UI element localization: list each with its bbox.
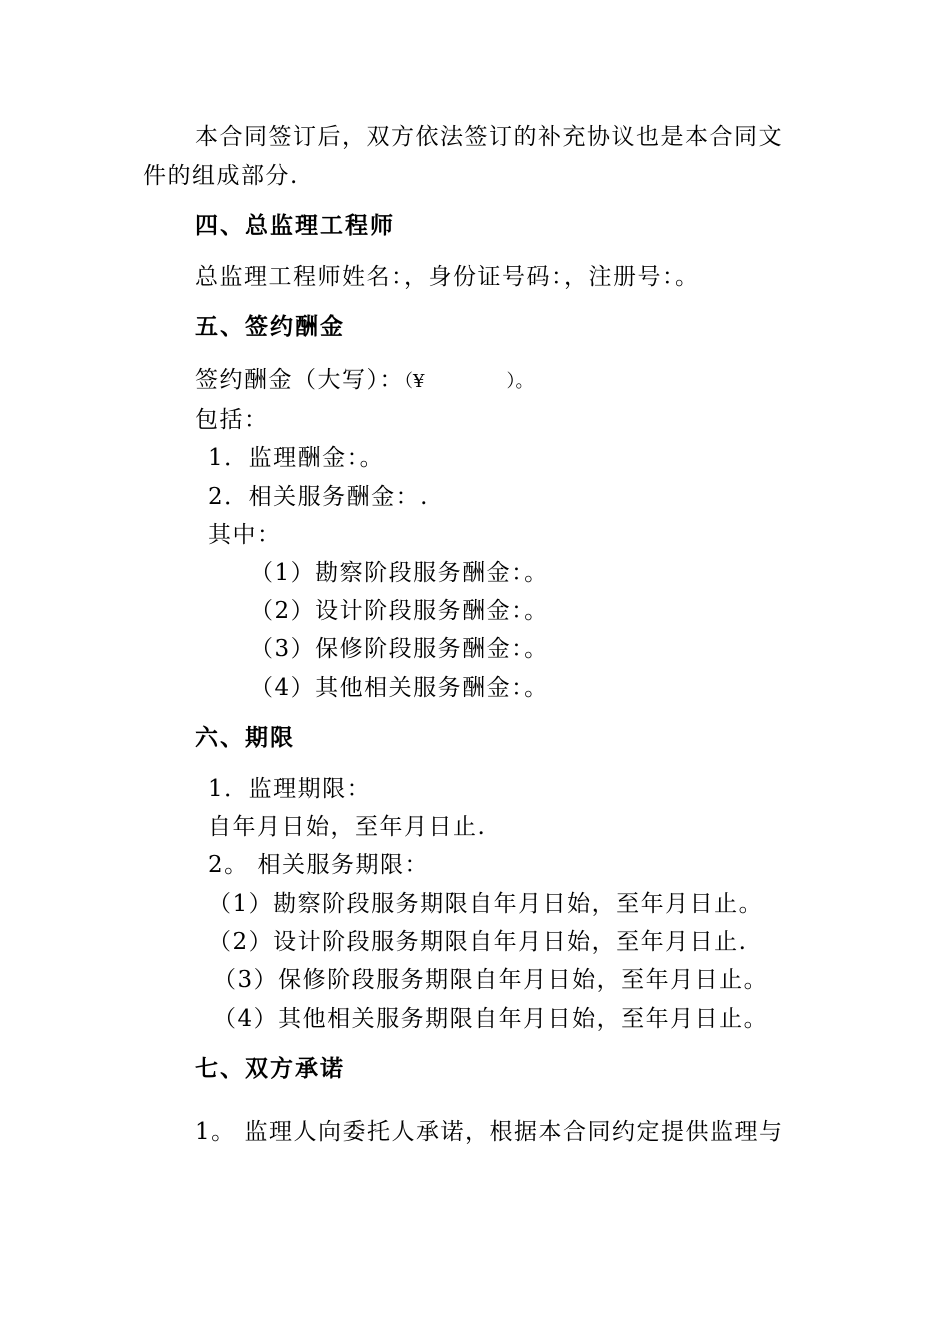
section6-heading: 六、期限 [195, 724, 295, 751]
fee-sub-2: （2）设计阶段服务酬金：。 [250, 598, 549, 624]
fee-sub-1: （1）勘察阶段服务酬金：。 [250, 560, 549, 586]
contract-amount-line [195, 365, 533, 397]
fee-item-2: 2．相关服务酬金：. [208, 484, 429, 510]
section4-heading: 四、总监理工程师 [195, 212, 395, 239]
fee-sub-3: （3）保修阶段服务酬金：。 [250, 636, 549, 662]
term-sub-3: （3）保修阶段服务期限自年月日始，至年月日止。 [213, 967, 769, 993]
fee-item-1: 1．监理酬金：。 [208, 445, 385, 471]
among-label: 其中： [208, 522, 282, 548]
supplement-paragraph-line2: 件的组成部分. [143, 163, 299, 189]
includes-label: 包括： [195, 407, 269, 433]
amount-figure-close: ）。 [506, 371, 534, 392]
chief-engineer-line: 总监理工程师姓名：，身份证号码：，注册号：。 [195, 264, 700, 290]
fee-sub-4: （4）其他相关服务酬金：。 [250, 675, 549, 701]
term-sub-1: （1）勘察阶段服务期限自年月日始，至年月日止。 [208, 891, 764, 917]
section7-heading: 七、双方承诺 [195, 1055, 345, 1082]
term-item-1: 1．监理期限： [208, 776, 372, 802]
section5-heading: 五、签约酬金 [195, 313, 345, 340]
amount-figure-open: （¥ [404, 371, 425, 392]
term-item-1-text: 自年月日始，至年月日止. [208, 814, 487, 840]
term-sub-4: （4）其他相关服务期限自年月日始，至年月日止。 [213, 1006, 769, 1032]
term-sub-2: （2）设计阶段服务期限自年月日始，至年月日止. [208, 929, 748, 955]
term-item-2: 2。 相关服务期限： [208, 852, 429, 878]
supplement-paragraph-line1: 本合同签订后，双方依法签订的补充协议也是本合同文 [195, 124, 783, 150]
commitment-item-1: 1。 监理人向委托人承诺，根据本合同约定提供监理与 [195, 1119, 784, 1145]
contract-amount-label: 签约酬金（大写）： [195, 367, 404, 393]
